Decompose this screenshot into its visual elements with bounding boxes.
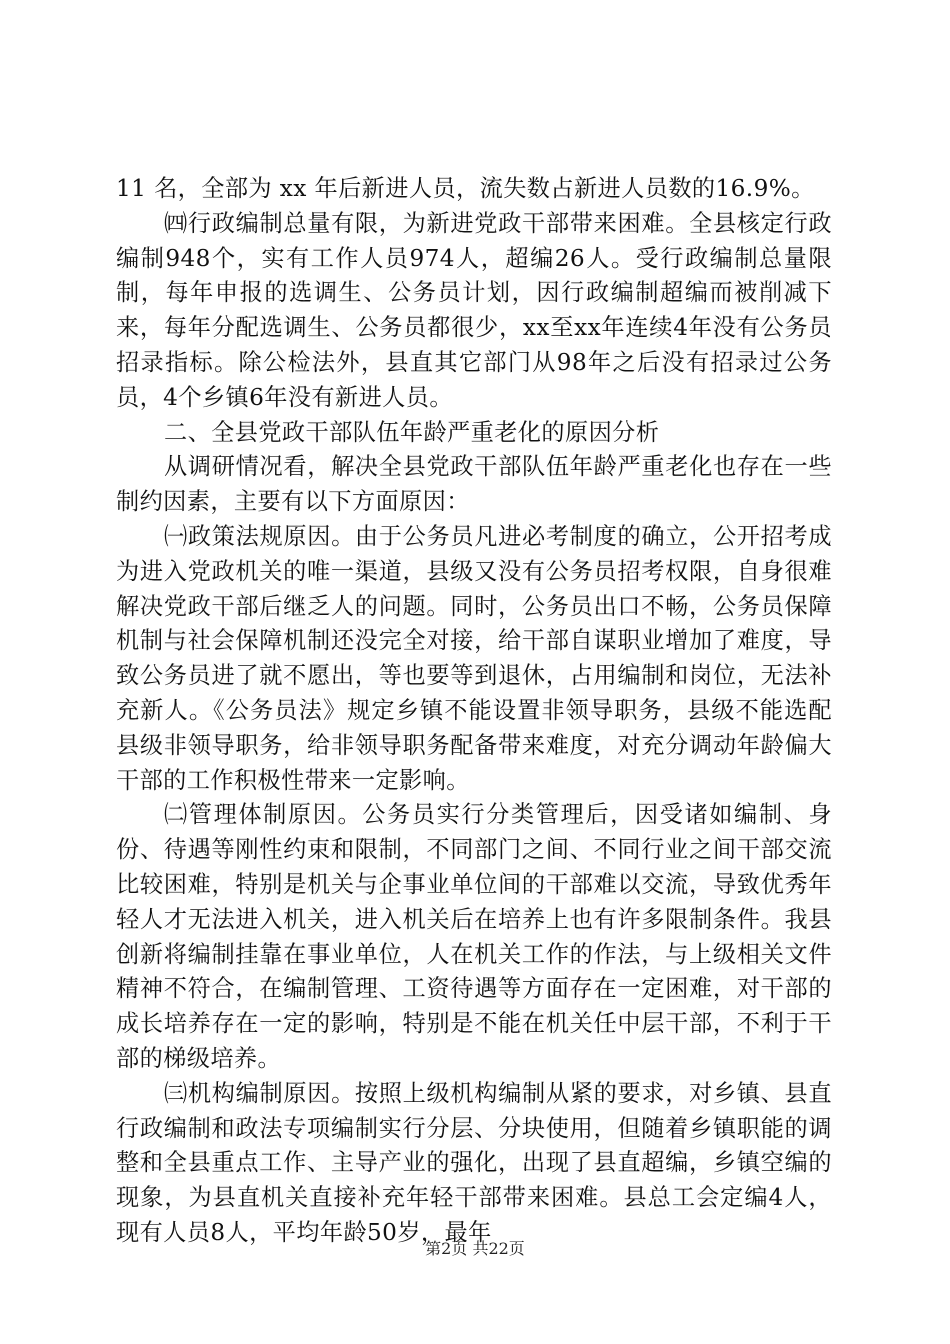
paragraph-item-3: ㈢机构编制原因。按照上级机构编制从紧的要求，对乡镇、县直行政编制和政法专项编制实行分层、分块使用，但随着乡镇职能的调整和全县重点工作、主导产业的强化，出现了县直超编，乡镇空编的现象，为县直机关直接补充年轻干部带来困难。县总工会定编4人，现有人员8人，平均年龄50岁，最年 xyxy=(116,1079,832,1246)
paragraph-continuation: 11 名，全部为 xx 年后新进人员，流失数占新进人员数的16.9%。 xyxy=(116,175,815,202)
paragraph-item-2: ㈡管理体制原因。公务员实行分类管理后，因受诸如编制、身份、待遇等刚性约束和限制，不同部门之间、不同行业之间干部交流比较困难，特别是机关与企事业单位间的干部难以交流，导致优秀年轻人才无法进入机关，进入机关后在培养上也有许多限制条件。我县创新将编制挂靠在事业单位，人在机关工作的作法，与上级相关文件精神不符合，在编制管理、工资待遇等方面存在一定困难，对干部的成长培养存在一定的影响，特别是不能在机关任中层干部，不利于干部的梯级培养。 xyxy=(116,801,832,1072)
paragraph-intro: 从调研情况看，解决全县党政干部队伍年龄严重老化也存在一些制约因素，主要有以下方面原因： xyxy=(116,453,832,516)
paragraph-item-1: ㈠政策法规原因。由于公务员凡进必考制度的确立，公开招考成为进入党政机关的唯一渠道，县级又没有公务员招考权限，自身很难解决党政干部后继乏人的问题。同时，公务员出口不畅，公务员保障机制与社会保障机制还没完全对接，给干部自谋职业增加了难度，导致公务员进了就不愿出，等也要等到退休，占用编制和岗位，无法补充新人。《公务员法》规定乡镇不能设置非领导职务，县级不能选配县级非领导职务，给非领导职务配备带来难度，对充分调动年龄偏大干部的工作积极性带来一定影响。 xyxy=(116,522,832,794)
paragraph-item-4: ㈣行政编制总量有限，为新进党政干部带来困难。全县核定行政编制948个，实有工作人员974人，超编26人。受行政编制总量限制，每年申报的选调生、公务员计划，因行政编制超编而被削减下来，每年分配选调生、公务员都很少，xx至xx年连续4年没有公务员招录指标。除公检法外，县直其它部门从98年之后没有招录过公务员，4个乡镇6年没有新进人员。 xyxy=(116,209,832,411)
section-heading-2: 二、全县党政干部队伍年龄严重老化的原因分析 xyxy=(164,418,660,446)
page-number-footer: 第2页 共22页 xyxy=(425,1239,525,1258)
document-body xyxy=(116,172,832,1251)
